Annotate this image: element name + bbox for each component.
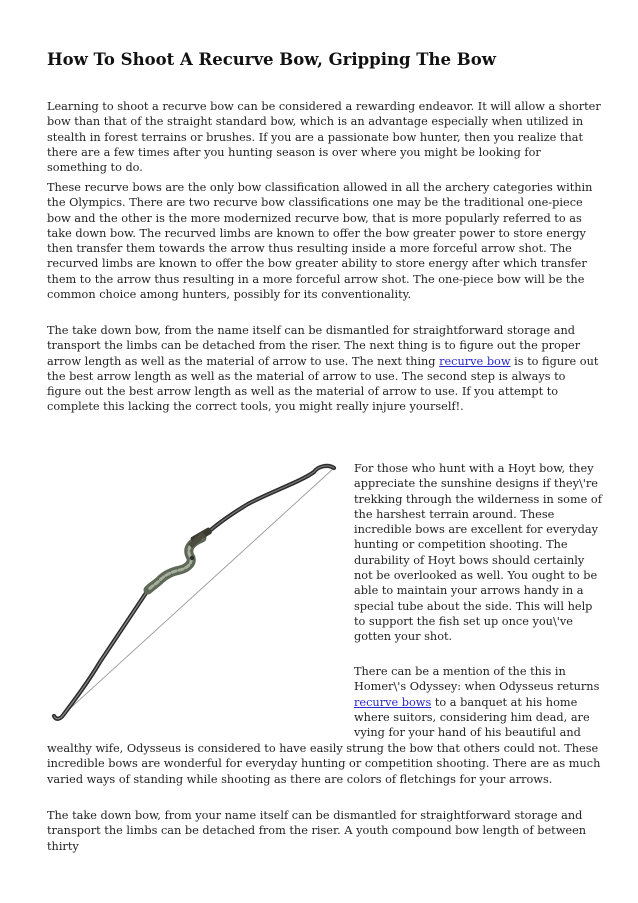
- paragraph-text: There can be a mention of the this in Homer\'s Odyssey: when Odysseus returns: [354, 665, 600, 694]
- bow-string: [64, 468, 334, 714]
- paragraph-text: The take down bow, from the name itself can be dismantled for straightforward storage and transport the limbs can be detached from the riser. The next thing is to figure out the proper arrow length as well as the material of arrow to use. The next thing: [47, 324, 581, 368]
- recurve-bow-link[interactable]: recurve bow: [439, 354, 511, 368]
- paragraph-take-down-bow: [47, 323, 603, 415]
- paragraph-text: is to figure out the best arrow length as well as the material of arrow to use. The second step is always to figure out the best arrow length as well as the material of arrow to use. If you attempt to complete this lacking the correct tools, you might really injure yourself!.: [47, 354, 599, 414]
- paragraph-text: to a banquet at his home where suitors, considering him dead, are vying for your hand of his beautiful and: [354, 695, 590, 740]
- paragraph-odysseus: wealthy wife, Odysseus is considered to have easily strung the bow that others could not. These incredible bows are wonderful for everyday hunting or competition shooting. There are as much varied ways of standing while shooting as there are colors of fletchings for your arrows.: [47, 742, 601, 786]
- paragraph-classifications: These recurve bows are the only bow classification allowed in all the archery categories within the Olympics. There are two recurve bow classifications one may be the traditional one-piece bow and the other is the more modernized recurve bow, that is more popularly referred to as take down bow. The recurved limbs are known to offer the bow greater power to store energy then transfer them towards the arrow thus resulting inside a more forceful arrow shot. The recurved limbs are known to offer the bow greater ability to store energy after which transfer them to the arrow thus resulting in a more forceful arrow shot. The one-piece bow will be the common choice among hunters, possibly for its conventionality.: [47, 181, 593, 302]
- lower-limb: [54, 590, 148, 719]
- paragraph-youth-compound: The take down bow, from your name itself can be dismantled for straightforward storage and transport the limbs can be detached from the riser. A youth compound bow length of between thirty: [47, 809, 587, 853]
- paragraph-odyssey: [354, 664, 604, 740]
- upper-limb: [202, 466, 334, 538]
- page-title: How To Shoot A Recurve Bow, Gripping The Bow: [47, 50, 496, 69]
- paragraph-intro: Learning to shoot a recurve bow can be considered a rewarding endeavor. It will allow a shorter bow than that of the straight standard bow, which is an advantage especially when utilized in stealth in forest terrains or brushes. If you are a passionate bow hunter, then you realize that there are a few times after you hunting season is over where you might be looking for something to do.: [47, 100, 601, 175]
- recurve-bow-image: [52, 458, 342, 748]
- recurve-bows-link[interactable]: recurve bows: [354, 695, 432, 709]
- paragraph-hoyt-bow: For those who hunt with a Hoyt bow, they appreciate the sunshine designs if they\'re trekking through the wilderness in some of the harshest terrain around. These incredible bows are excellent for everyday hunting or competition shooting. The durability of Hoyt bows should certainly not be overlooked as well. You ought to be able to maintain your arrows handy in a special tube about the side. This will help to support the fish set up once you\'ve gotten your shot.: [354, 462, 602, 644]
